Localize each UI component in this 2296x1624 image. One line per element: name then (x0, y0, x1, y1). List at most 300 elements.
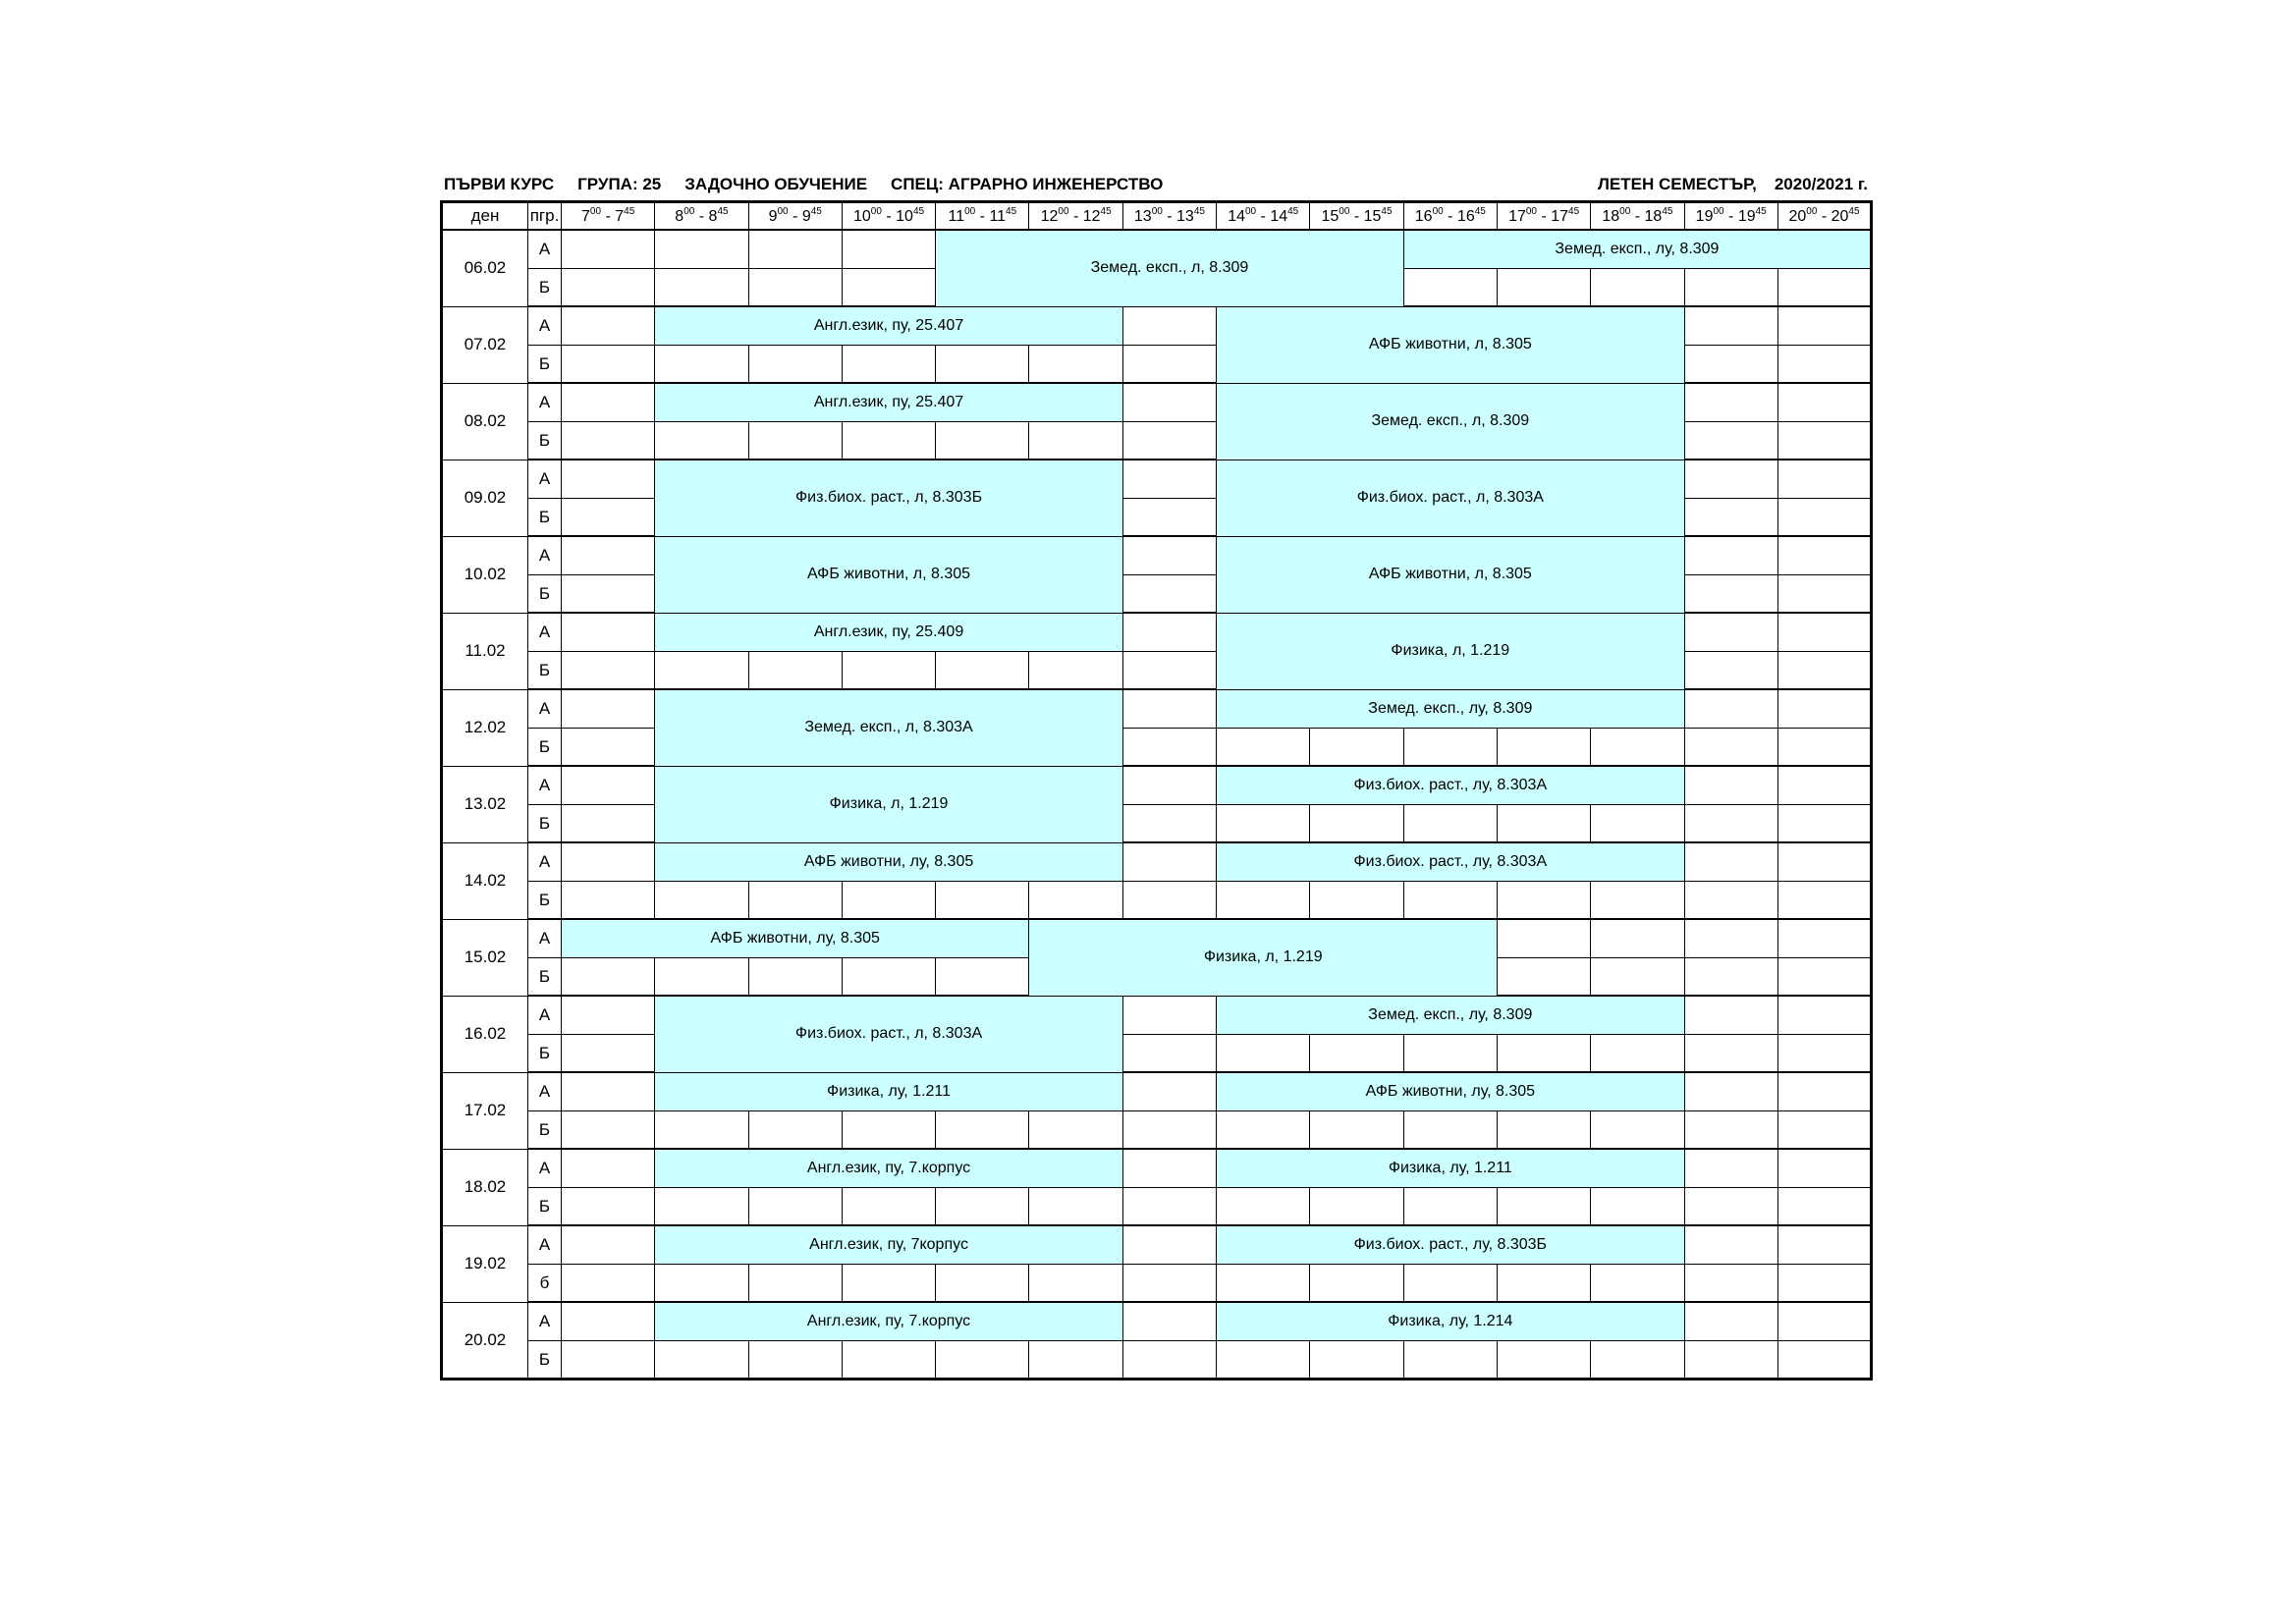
empty-slot (1777, 882, 1871, 920)
empty-slot (655, 882, 748, 920)
empty-slot (1591, 1035, 1684, 1073)
class-entry: АФБ животни, л, 8.305 (1217, 536, 1684, 613)
date-cell: 14.02 (442, 842, 528, 919)
empty-slot (1122, 460, 1216, 499)
empty-slot (655, 269, 748, 307)
empty-slot (1777, 1035, 1871, 1073)
empty-slot (1777, 575, 1871, 614)
empty-slot (748, 882, 842, 920)
empty-slot (1777, 1111, 1871, 1150)
subgroup-label: Б (528, 1035, 562, 1073)
class-entry: Англ.език, пу, 7.корпус (655, 1149, 1122, 1188)
empty-slot (1684, 613, 1777, 652)
empty-slot (1684, 729, 1777, 767)
empty-slot (562, 1341, 655, 1380)
class-entry: Физика, лу, 1.211 (1217, 1149, 1684, 1188)
subgroup-label: А (528, 1149, 562, 1188)
time-slot-header: $9^{00} - 9^{45}$ (748, 202, 842, 231)
class-entry: Физ.биох. раст., лу, 8.303А (1217, 842, 1684, 882)
empty-slot (655, 422, 748, 460)
empty-slot (842, 1265, 935, 1303)
empty-slot (1777, 1149, 1871, 1188)
empty-slot (1591, 882, 1684, 920)
empty-slot (562, 1035, 655, 1073)
empty-slot (1122, 996, 1216, 1035)
day-row-subgroup-b (442, 1341, 1872, 1380)
class-entry: Физика, лу, 1.214 (1217, 1302, 1684, 1341)
subgroup-label: Б (528, 346, 562, 384)
day-row-subgroup-a (442, 1072, 1872, 1111)
class-entry: Физика, л, 1.219 (1217, 613, 1684, 689)
subgroup-label: А (528, 613, 562, 652)
class-entry: Физ.биох. раст., л, 8.303Б (655, 460, 1122, 536)
empty-slot (1684, 269, 1777, 307)
class-entry: Физика, л, 1.219 (655, 766, 1122, 842)
day-row-subgroup-b (442, 1188, 1872, 1226)
empty-slot (1122, 1302, 1216, 1341)
empty-slot (1122, 1341, 1216, 1380)
empty-slot (1122, 422, 1216, 460)
empty-slot (655, 1111, 748, 1150)
empty-slot (1122, 346, 1216, 384)
empty-slot (1684, 422, 1777, 460)
empty-slot (562, 575, 655, 614)
empty-slot (562, 230, 655, 269)
date-cell: 16.02 (442, 996, 528, 1072)
empty-slot (562, 383, 655, 422)
schedule-header (442, 173, 1868, 198)
time-slot-header: $10^{00} - 10^{45}$ (842, 202, 935, 231)
empty-slot (655, 1188, 748, 1226)
subgroup-label: Б (528, 729, 562, 767)
empty-slot (1310, 1341, 1403, 1380)
empty-slot (1777, 689, 1871, 729)
empty-slot (936, 1341, 1029, 1380)
empty-slot (1497, 1265, 1590, 1303)
subgroup-label: А (528, 689, 562, 729)
empty-slot (562, 766, 655, 805)
empty-slot (1217, 1188, 1310, 1226)
class-entry: Англ.език, пу, 25.409 (655, 613, 1122, 652)
empty-slot (1122, 652, 1216, 690)
empty-slot (1029, 1341, 1122, 1380)
empty-slot (655, 230, 748, 269)
empty-slot (1777, 1265, 1871, 1303)
empty-slot (1684, 958, 1777, 997)
empty-slot (1217, 1111, 1310, 1150)
empty-slot (1591, 958, 1684, 997)
subgroup-label: А (528, 919, 562, 958)
empty-slot (655, 1265, 748, 1303)
empty-slot (1777, 766, 1871, 805)
class-entry: АФБ животни, л, 8.305 (1217, 306, 1684, 383)
subgroup-label: А (528, 306, 562, 346)
empty-slot (748, 958, 842, 997)
empty-slot (1497, 269, 1590, 307)
empty-slot (562, 805, 655, 843)
empty-slot (1122, 729, 1216, 767)
empty-slot (1403, 1341, 1497, 1380)
date-cell: 09.02 (442, 460, 528, 536)
empty-slot (1310, 882, 1403, 920)
empty-slot (748, 652, 842, 690)
empty-slot (748, 1265, 842, 1303)
date-cell: 20.02 (442, 1302, 528, 1380)
subgroup-column-header: пгр. (528, 202, 562, 231)
empty-slot (1403, 1265, 1497, 1303)
empty-slot (1777, 1072, 1871, 1111)
class-entry: Англ.език, пу, 7корпус (655, 1225, 1122, 1265)
empty-slot (1122, 306, 1216, 346)
class-entry: АФБ животни, лу, 8.305 (1217, 1072, 1684, 1111)
date-cell: 15.02 (442, 919, 528, 996)
empty-slot (1777, 842, 1871, 882)
class-entry: Физ.биох. раст., л, 8.303А (655, 996, 1122, 1072)
empty-slot (1217, 805, 1310, 843)
empty-slot (1777, 499, 1871, 537)
empty-slot (1122, 613, 1216, 652)
empty-slot (1684, 460, 1777, 499)
day-row-subgroup-a (442, 230, 1872, 269)
empty-slot (1310, 1265, 1403, 1303)
empty-slot (1310, 729, 1403, 767)
day-row-subgroup-a (442, 842, 1872, 882)
time-slot-header: $15^{00} - 15^{45}$ (1310, 202, 1403, 231)
empty-slot (1777, 652, 1871, 690)
empty-slot (562, 536, 655, 575)
subgroup-label: А (528, 766, 562, 805)
empty-slot (562, 1302, 655, 1341)
empty-slot (655, 346, 748, 384)
time-slot-header: $19^{00} - 19^{45}$ (1684, 202, 1777, 231)
empty-slot (1029, 422, 1122, 460)
empty-slot (1122, 842, 1216, 882)
empty-slot (936, 346, 1029, 384)
class-entry: Земед. експ., л, 8.303А (655, 689, 1122, 766)
empty-slot (1684, 652, 1777, 690)
empty-slot (1591, 269, 1684, 307)
empty-slot (1777, 805, 1871, 843)
empty-slot (842, 1111, 935, 1150)
empty-slot (562, 842, 655, 882)
empty-slot (1122, 536, 1216, 575)
empty-slot (1122, 1072, 1216, 1111)
subgroup-label: Б (528, 1188, 562, 1226)
date-cell: 11.02 (442, 613, 528, 689)
empty-slot (1029, 346, 1122, 384)
empty-slot (562, 422, 655, 460)
empty-slot (1122, 383, 1216, 422)
empty-slot (1122, 1035, 1216, 1073)
empty-slot (1684, 383, 1777, 422)
empty-slot (1684, 996, 1777, 1035)
empty-slot (1122, 689, 1216, 729)
class-entry: Физика, лу, 1.211 (655, 1072, 1122, 1111)
empty-slot (562, 269, 655, 307)
empty-slot (1403, 1188, 1497, 1226)
day-row-subgroup-a (442, 766, 1872, 805)
subgroup-label: А (528, 1072, 562, 1111)
empty-slot (1684, 1188, 1777, 1226)
empty-slot (1217, 1035, 1310, 1073)
empty-slot (562, 958, 655, 997)
empty-slot (1684, 1111, 1777, 1150)
empty-slot (1777, 306, 1871, 346)
study-mode-label: ЗАДОЧНО ОБУЧЕНИЕ (684, 175, 868, 193)
empty-slot (1217, 729, 1310, 767)
empty-slot (1497, 805, 1590, 843)
empty-slot (1217, 1265, 1310, 1303)
subgroup-label: Б (528, 422, 562, 460)
time-slot-header: $14^{00} - 14^{45}$ (1217, 202, 1310, 231)
empty-slot (1777, 613, 1871, 652)
empty-slot (936, 1265, 1029, 1303)
time-slot-header-row (442, 202, 1872, 231)
empty-slot (1684, 919, 1777, 958)
empty-slot (748, 230, 842, 269)
empty-slot (748, 422, 842, 460)
empty-slot (1122, 1188, 1216, 1226)
empty-slot (1777, 1302, 1871, 1341)
empty-slot (748, 1111, 842, 1150)
empty-slot (1497, 958, 1590, 997)
empty-slot (1497, 1035, 1590, 1073)
empty-slot (562, 613, 655, 652)
empty-slot (936, 1188, 1029, 1226)
day-row-subgroup-a (442, 1149, 1872, 1188)
empty-slot (1684, 842, 1777, 882)
empty-slot (1777, 1188, 1871, 1226)
empty-slot (1777, 729, 1871, 767)
empty-slot (1310, 805, 1403, 843)
subgroup-label: Б (528, 1111, 562, 1150)
class-entry: Физ.биох. раст., лу, 8.303А (1217, 766, 1684, 805)
date-cell: 17.02 (442, 1072, 528, 1149)
empty-slot (1591, 729, 1684, 767)
class-entry: АФБ животни, лу, 8.305 (562, 919, 1029, 958)
day-row-subgroup-b (442, 1111, 1872, 1150)
subgroup-label: А (528, 996, 562, 1035)
empty-slot (1403, 269, 1497, 307)
empty-slot (1497, 729, 1590, 767)
empty-slot (1777, 958, 1871, 997)
day-row-subgroup-a (442, 613, 1872, 652)
empty-slot (1029, 1265, 1122, 1303)
class-entry: Физ.биох. раст., л, 8.303А (1217, 460, 1684, 536)
day-row-subgroup-a (442, 1225, 1872, 1265)
empty-slot (1403, 1035, 1497, 1073)
empty-slot (1684, 805, 1777, 843)
empty-slot (562, 652, 655, 690)
day-row-subgroup-b (442, 882, 1872, 920)
class-entry: Земед. експ., лу, 8.309 (1403, 230, 1871, 269)
day-row-subgroup-a (442, 689, 1872, 729)
date-cell: 08.02 (442, 383, 528, 460)
date-cell: 13.02 (442, 766, 528, 842)
class-entry: АФБ животни, л, 8.305 (655, 536, 1122, 613)
empty-slot (562, 1265, 655, 1303)
empty-slot (1777, 536, 1871, 575)
specialty-label: СПЕЦ: АГРАРНО ИНЖЕНЕРСТВО (891, 175, 1164, 193)
empty-slot (1403, 882, 1497, 920)
empty-slot (1310, 1035, 1403, 1073)
empty-slot (1684, 882, 1777, 920)
subgroup-label: Б (528, 882, 562, 920)
empty-slot (1777, 460, 1871, 499)
subgroup-label: Б (528, 575, 562, 614)
empty-slot (1403, 1111, 1497, 1150)
course-label: ПЪРВИ КУРС (444, 175, 555, 193)
empty-slot (1403, 805, 1497, 843)
empty-slot (936, 882, 1029, 920)
empty-slot (1777, 919, 1871, 958)
empty-slot (842, 346, 935, 384)
empty-slot (655, 958, 748, 997)
empty-slot (1777, 422, 1871, 460)
empty-slot (1310, 1188, 1403, 1226)
empty-slot (1497, 1341, 1590, 1380)
empty-slot (1217, 1341, 1310, 1380)
date-cell: 12.02 (442, 689, 528, 766)
empty-slot (936, 958, 1029, 997)
empty-slot (842, 882, 935, 920)
empty-slot (1684, 1265, 1777, 1303)
empty-slot (1122, 575, 1216, 614)
empty-slot (562, 1225, 655, 1265)
empty-slot (1591, 1111, 1684, 1150)
empty-slot (1122, 1265, 1216, 1303)
time-slot-header: $17^{00} - 17^{45}$ (1497, 202, 1590, 231)
subgroup-label: Б (528, 499, 562, 537)
day-row-subgroup-a (442, 306, 1872, 346)
class-entry: Физика, л, 1.219 (1029, 919, 1497, 996)
empty-slot (1310, 1111, 1403, 1150)
day-row-subgroup-b (442, 1265, 1872, 1303)
empty-slot (1122, 766, 1216, 805)
class-entry: Англ.език, пу, 7.корпус (655, 1302, 1122, 1341)
empty-slot (1777, 269, 1871, 307)
empty-slot (1684, 1225, 1777, 1265)
empty-slot (1591, 1188, 1684, 1226)
subgroup-label: А (528, 536, 562, 575)
day-row-subgroup-a (442, 383, 1872, 422)
empty-slot (1122, 882, 1216, 920)
day-row-subgroup-a (442, 996, 1872, 1035)
date-cell: 10.02 (442, 536, 528, 613)
empty-slot (655, 1341, 748, 1380)
empty-slot (842, 422, 935, 460)
empty-slot (1122, 1149, 1216, 1188)
subgroup-label: А (528, 383, 562, 422)
empty-slot (842, 1188, 935, 1226)
empty-slot (562, 1072, 655, 1111)
empty-slot (936, 652, 1029, 690)
date-cell: 19.02 (442, 1225, 528, 1302)
time-slot-header: $16^{00} - 16^{45}$ (1403, 202, 1497, 231)
time-slot-header: $7^{00} - 7^{45}$ (562, 202, 655, 231)
academic-year-label: 2020/2021 г. (1774, 175, 1868, 193)
empty-slot (748, 1188, 842, 1226)
empty-slot (1591, 805, 1684, 843)
empty-slot (562, 499, 655, 537)
empty-slot (562, 882, 655, 920)
class-entry: Физ.биох. раст., лу, 8.303Б (1217, 1225, 1684, 1265)
empty-slot (655, 652, 748, 690)
empty-slot (1403, 729, 1497, 767)
subgroup-label: А (528, 230, 562, 269)
date-cell: 06.02 (442, 230, 528, 306)
empty-slot (842, 230, 935, 269)
empty-slot (562, 1188, 655, 1226)
empty-slot (1684, 766, 1777, 805)
empty-slot (1497, 1188, 1590, 1226)
subgroup-label: Б (528, 269, 562, 307)
subgroup-label: Б (528, 958, 562, 997)
class-entry: Земед. експ., л, 8.309 (1217, 383, 1684, 460)
day-row-subgroup-a (442, 919, 1872, 958)
empty-slot (1684, 1035, 1777, 1073)
subgroup-label: А (528, 460, 562, 499)
class-entry: Земед. експ., л, 8.309 (936, 230, 1403, 306)
empty-slot (1777, 383, 1871, 422)
empty-slot (748, 1341, 842, 1380)
empty-slot (562, 729, 655, 767)
time-slot-header: $12^{00} - 12^{45}$ (1029, 202, 1122, 231)
empty-slot (842, 269, 935, 307)
empty-slot (842, 652, 935, 690)
date-cell: 18.02 (442, 1149, 528, 1225)
subgroup-label: Б (528, 1341, 562, 1380)
empty-slot (562, 1149, 655, 1188)
empty-slot (1591, 1265, 1684, 1303)
empty-slot (1684, 1341, 1777, 1380)
date-cell: 07.02 (442, 306, 528, 383)
empty-slot (1122, 1111, 1216, 1150)
class-entry: Англ.език, пу, 25.407 (655, 383, 1122, 422)
empty-slot (1777, 996, 1871, 1035)
time-slot-header: $18^{00} - 18^{45}$ (1591, 202, 1684, 231)
empty-slot (1029, 1111, 1122, 1150)
empty-slot (1029, 1188, 1122, 1226)
empty-slot (1497, 882, 1590, 920)
empty-slot (1217, 882, 1310, 920)
empty-slot (1684, 689, 1777, 729)
schedule-table (440, 200, 1873, 1380)
empty-slot (1122, 805, 1216, 843)
subgroup-label: А (528, 1225, 562, 1265)
empty-slot (562, 996, 655, 1035)
empty-slot (748, 269, 842, 307)
class-entry: АФБ животни, лу, 8.305 (655, 842, 1122, 882)
empty-slot (1029, 882, 1122, 920)
empty-slot (1777, 1341, 1871, 1380)
empty-slot (1684, 346, 1777, 384)
class-entry: Земед. експ., лу, 8.309 (1217, 689, 1684, 729)
empty-slot (1684, 536, 1777, 575)
empty-slot (562, 689, 655, 729)
day-row-subgroup-a (442, 460, 1872, 499)
empty-slot (1684, 1072, 1777, 1111)
empty-slot (936, 422, 1029, 460)
empty-slot (562, 1111, 655, 1150)
empty-slot (1777, 1225, 1871, 1265)
empty-slot (562, 306, 655, 346)
subgroup-label: А (528, 1302, 562, 1341)
empty-slot (842, 958, 935, 997)
empty-slot (1591, 1341, 1684, 1380)
empty-slot (1122, 499, 1216, 537)
subgroup-label: б (528, 1265, 562, 1303)
